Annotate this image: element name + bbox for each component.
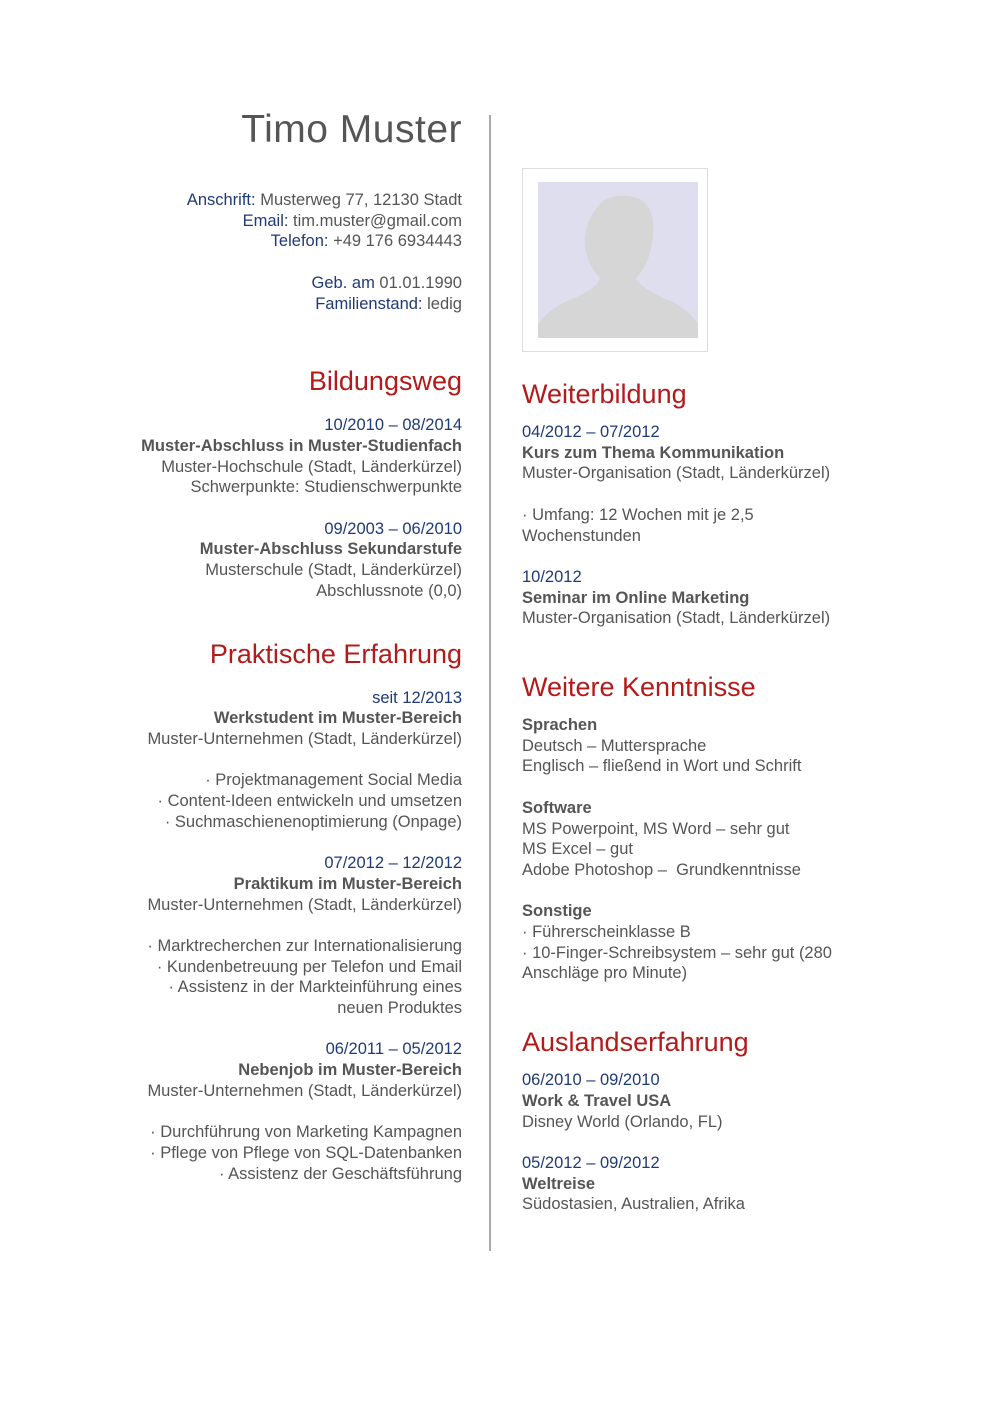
avatar-placeholder-icon — [538, 182, 698, 338]
entry-date: 06/2010 – 09/2010 — [522, 1071, 660, 1090]
entry-title: Muster-Abschluss Sekundarstufe — [199, 540, 462, 559]
skill-line: Deutsch – Muttersprache — [522, 736, 707, 755]
bullet-item: · Kundenbetreuung per Telefon und Email — [156, 957, 462, 976]
bullet-item: · Pflege von Pflege von SQL-Datenbanken — [150, 1143, 462, 1162]
abroad-list — [522, 1070, 942, 1215]
skill-line: · 10-Finger-Schreibsystem – sehr gut (280 Anschläge pro Minute) — [522, 943, 832, 983]
entry-title: Weltreise — [522, 1174, 596, 1193]
column-divider — [489, 115, 491, 1251]
entry-date: 07/2012 – 12/2012 — [324, 854, 462, 873]
entry-note: · Umfang: 12 Wochen mit je 2,5 Wochenstunden — [522, 505, 754, 545]
entry-place: Disney World (Orlando, FL) — [522, 1112, 723, 1131]
entry-line: Musterschule (Stadt, Länderkürzel) — [205, 561, 462, 580]
skill-line: MS Powerpoint, MS Word – sehr gut — [522, 819, 790, 838]
bullet-item: · Durchführung von Marketing Kampagnen — [150, 1123, 462, 1142]
experience-entry — [60, 688, 462, 833]
training-entry — [522, 422, 942, 546]
person-name: Timo Muster — [241, 108, 462, 151]
profile-photo — [522, 168, 708, 352]
entry-org: Muster-Organisation (Stadt, Länderkürzel) — [522, 609, 831, 628]
skill-group-title: Sprachen — [522, 716, 598, 734]
entry-date: 06/2011 – 05/2012 — [325, 1040, 462, 1059]
education-entry — [60, 415, 462, 498]
contact-block — [60, 190, 462, 314]
address-value: Musterweg 77, 12130 Stadt — [260, 191, 462, 209]
abroad-entry — [522, 1153, 942, 1215]
experience-entry — [60, 1039, 462, 1184]
entry-company: Muster-Unternehmen (Stadt, Länderkürzel) — [147, 1081, 462, 1100]
bullet-item: · Projektmanagement Social Media — [205, 771, 462, 790]
entry-date: 10/2010 – 08/2014 — [324, 416, 462, 435]
skill-group-title: Software — [522, 798, 592, 817]
bullet-item: · Assistenz der Geschäftsführung — [218, 1164, 462, 1183]
training-entry — [522, 567, 942, 629]
skill-line: Adobe Photoshop – Grundkenntnisse — [522, 860, 801, 879]
skills-heading: Weitere Kenntnisse — [522, 672, 756, 702]
phone-label: Telefon: — [270, 232, 329, 251]
entry-title: Work & Travel USA — [522, 1091, 672, 1110]
entry-bullets — [60, 936, 462, 1019]
skill-line: · Führerscheinklasse B — [522, 923, 691, 941]
skill-line: MS Excel – gut — [522, 840, 633, 859]
bullet-item: · Marktrecherchen zur Internationalisierung — [147, 936, 462, 955]
status-label: Familienstand: — [315, 294, 423, 313]
skill-group — [522, 715, 942, 777]
entry-title: Kurs zum Thema Kommunikation — [522, 443, 785, 462]
email-row — [60, 211, 462, 232]
entry-date: 04/2012 – 07/2012 — [522, 423, 660, 441]
skill-group — [522, 798, 942, 881]
entry-date: seit 12/2013 — [372, 688, 462, 707]
entry-line: Abschlussnote (0,0) — [316, 581, 462, 600]
entry-bullets — [60, 1122, 462, 1184]
education-list — [60, 415, 462, 601]
entry-date: 09/2003 – 06/2010 — [324, 519, 462, 538]
skill-line: Englisch – fließend in Wort und Schrift — [522, 757, 802, 776]
entry-line: Muster-Hochschule (Stadt, Länderkürzel) — [161, 457, 462, 476]
birth-value: 01.01.1990 — [379, 273, 462, 292]
entry-title: Nebenjob im Muster-Bereich — [238, 1061, 462, 1080]
entry-title: Werkstudent im Muster-Bereich — [213, 709, 462, 728]
entry-title: Muster-Abschluss in Muster-Studienfach — [141, 436, 462, 455]
entry-bullets — [60, 770, 462, 832]
experience-list — [60, 688, 462, 1185]
education-heading: Bildungsweg — [308, 366, 462, 397]
entry-company: Muster-Unternehmen (Stadt, Länderkürzel) — [147, 729, 462, 748]
status-row — [60, 294, 462, 315]
experience-entry — [60, 853, 462, 1019]
entry-line: Schwerpunkte: Studienschwerpunkte — [190, 478, 462, 497]
entry-company: Muster-Unternehmen (Stadt, Länderkürzel) — [147, 895, 462, 914]
entry-place: Südostasien, Australien, Afrika — [522, 1195, 745, 1214]
address-row — [60, 190, 462, 211]
phone-row — [60, 231, 462, 252]
entry-date: 10/2012 — [522, 567, 582, 586]
training-list — [522, 422, 942, 629]
status-value: ledig — [427, 294, 462, 313]
entry-title: Praktikum im Muster-Bereich — [233, 874, 462, 893]
right-column — [522, 168, 942, 1215]
address-label: Anschrift: — [186, 191, 256, 209]
skill-group-title: Sonstige — [522, 902, 592, 921]
email-value[interactable]: tim.muster@gmail.com — [293, 211, 462, 230]
left-column — [60, 100, 462, 1184]
abroad-heading: Auslandserfahrung — [522, 1027, 749, 1058]
phone-value: +49 176 6934443 — [333, 232, 462, 251]
email-label: Email: — [242, 211, 289, 230]
abroad-entry — [522, 1070, 942, 1132]
birth-row — [60, 273, 462, 294]
entry-title: Seminar im Online Marketing — [522, 588, 750, 607]
skill-group — [522, 901, 942, 984]
bullet-item: · Suchmaschienenoptimierung (Onpage) — [164, 812, 462, 831]
education-entry — [60, 519, 462, 602]
bullet-item: neuen Produktes — [337, 999, 462, 1018]
bullet-item: · Assistenz in der Markteinführung eines — [168, 978, 462, 997]
bullet-item: · Content-Ideen entwickeln und umsetzen — [157, 792, 462, 811]
entry-date: 05/2012 – 09/2012 — [522, 1153, 660, 1172]
experience-heading: Praktische Erfahrung — [209, 638, 462, 669]
entry-org: Muster-Organisation (Stadt, Länderkürzel) — [522, 464, 831, 483]
birth-label: Geb. am — [311, 273, 375, 292]
training-heading: Weiterbildung — [522, 379, 687, 409]
skills-list — [522, 715, 942, 984]
